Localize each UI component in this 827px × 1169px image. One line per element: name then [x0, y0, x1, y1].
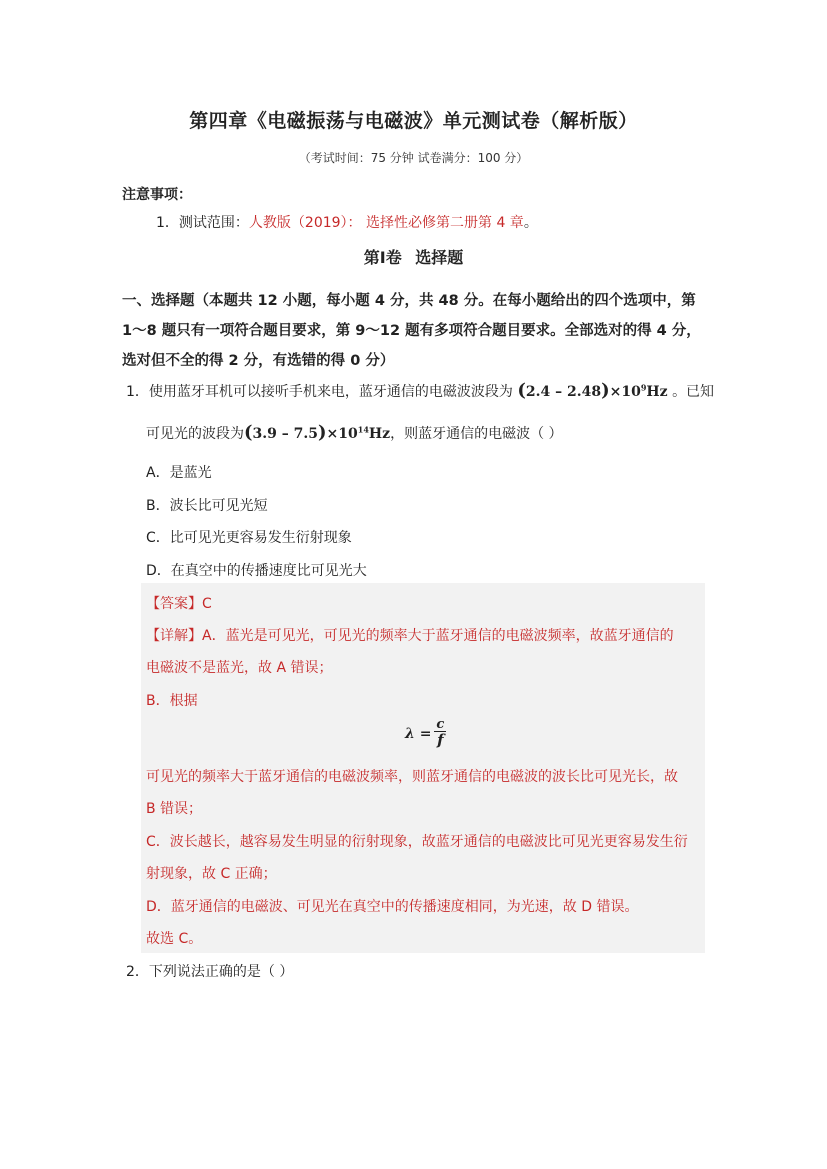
- option-a: A．是蓝光: [146, 465, 212, 481]
- option-b: B．波长比可见光短: [146, 498, 268, 514]
- notes-item-prefix: 1．测试范围：: [156, 215, 249, 231]
- question-1-text-2: 。已知: [672, 384, 715, 400]
- explanation-conclusion: 故选 C。: [146, 931, 203, 947]
- exam-info: （考试时间：75 分钟 试卷满分：100 分）: [298, 151, 529, 165]
- explanation-b-intro: B．根据: [146, 693, 198, 709]
- wavelength-formula: λ = $\frac{c}{f}$: [405, 717, 445, 749]
- explanation-line-2: 电磁波不是蓝光，故 A 错误；: [146, 660, 333, 676]
- question-1-line-1: [126, 380, 714, 401]
- explanation-b-line-2: B 错误；: [146, 801, 203, 817]
- explanation-line-1: 【详解】A．蓝光是可见光，可见光的频率大于蓝牙通信的电磁波频率，故蓝牙通信的: [146, 628, 674, 644]
- notes-heading: 注意事项：: [122, 187, 192, 203]
- explanation-d-line: D．蓝牙通信的电磁波、可见光在真空中的传播速度相同，为光速，故 D 错误。: [146, 899, 639, 915]
- explanation-b-line-1: 可见光的频率大于蓝牙通信的电磁波频率，则蓝牙通信的电磁波的波长比可见光长，故: [146, 769, 678, 785]
- option-c: C．比可见光更容易发生衍射现象: [146, 530, 352, 546]
- question-1-text-1: 1．使用蓝牙耳机可以接听手机来电，蓝牙通信的电磁波波段为: [126, 384, 513, 400]
- answer-label: 【答案】C: [146, 596, 212, 612]
- page-title: 第四章《电磁振荡与电磁波》单元测试卷（解析版）: [189, 110, 638, 132]
- question-2: 2．下列说法正确的是（ ）: [126, 964, 294, 980]
- section-instructions: 一、选择题（本题共 12 小题，每小题 4 分，共 48 分。在每小题给出的四个选项中，第 1～8 题只有一项符合题目要求，第 9～12 题有多项符合题目要求。全部选对的得 4 分，选对但不全的得 2 分，有选错的得 0 分）: [122, 293, 701, 369]
- question-1-text-4: ，则蓝牙通信的电磁波（ ）: [390, 426, 563, 442]
- notes-item-scope: 人教版（2019）： 选择性必修第二册第 4 章: [248, 215, 524, 231]
- explanation-c-line-2: 射现象，故 C 正确；: [146, 866, 277, 882]
- question-1-line-2: [146, 422, 563, 443]
- question-1-formula-1: $(2.4 - 2.48)\times 10^9Hz$: [517, 380, 668, 401]
- question-1-formula-2: $(3.9 - 7.5)\times 10^{14}Hz$: [244, 422, 391, 443]
- question-1-text-3: 可见光的波段为: [146, 426, 244, 442]
- notes-item-suffix: 。: [523, 215, 538, 231]
- option-d: D．在真空中的传播速度比可见光大: [146, 563, 367, 579]
- notes-item: [156, 212, 538, 232]
- explanation-c-line-1: C．波长越长，越容易发生明显的衍射现象，故蓝牙通信的电磁波比可见光更容易发生衍: [146, 834, 688, 850]
- section-heading: 第Ⅰ卷 选择题: [363, 248, 464, 267]
